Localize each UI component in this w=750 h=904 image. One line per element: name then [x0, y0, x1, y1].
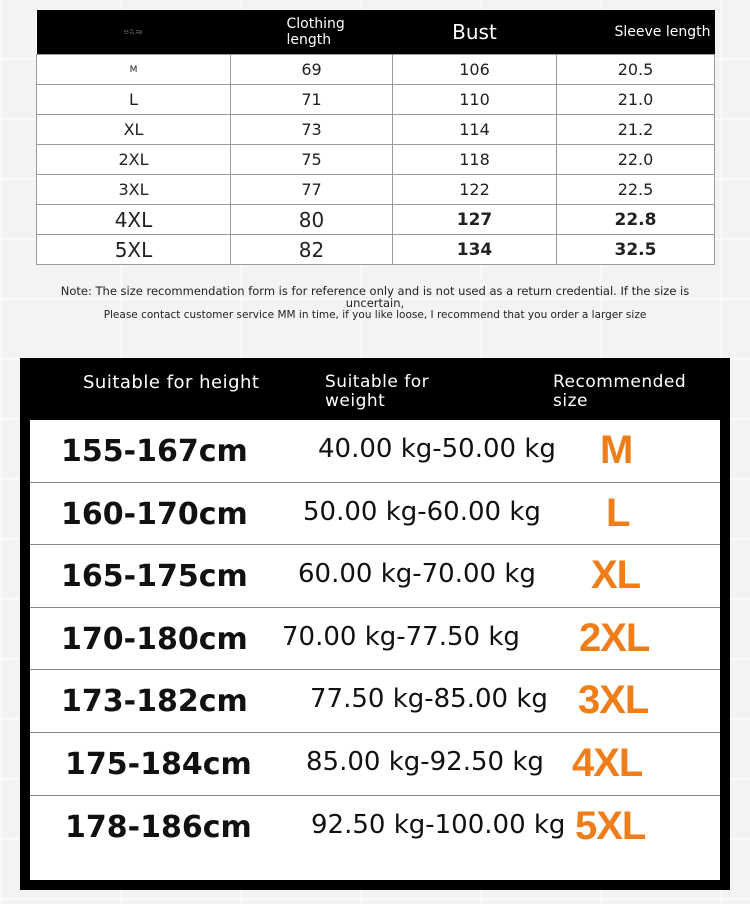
height-range: 173-182cm: [61, 684, 248, 720]
size-cell: 2XL: [37, 145, 231, 175]
note-line-1: Note: The size recommendation form is for reference only and is not used as a return credential. If the size is uncertain,: [60, 284, 690, 310]
table-row: [37, 85, 715, 115]
size-cell: 3XL: [37, 175, 231, 205]
sleeve-cell: 22.5: [557, 175, 715, 205]
size-cell: 5XL: [37, 235, 231, 265]
length-cell: 71: [231, 85, 393, 115]
bust-cell: 118: [393, 145, 557, 175]
list-item: [30, 545, 720, 608]
recommended-size: 3XL: [578, 678, 649, 723]
recommended-size: 5XL: [575, 803, 646, 848]
size-cell: XL: [37, 115, 231, 145]
list-item: [30, 670, 720, 733]
bust-cell: 114: [393, 115, 557, 145]
recommended-size: XL: [591, 553, 641, 598]
height-range: 170-180cm: [61, 621, 248, 657]
bust-cell: 106: [393, 55, 557, 85]
header-sleeve-length: Sleeve length: [557, 10, 715, 55]
header-bust: Bust: [393, 10, 557, 55]
sleeve-cell: 32.5: [557, 235, 715, 265]
list-item: [30, 796, 720, 859]
list-item: [30, 420, 720, 483]
weight-range: 70.00 kg-77.50 kg: [282, 621, 520, 652]
length-cell: 82: [231, 235, 393, 265]
bust-cell: 122: [393, 175, 557, 205]
length-cell: 77: [231, 175, 393, 205]
weight-range: 60.00 kg-70.00 kg: [298, 559, 536, 590]
table-row: [37, 175, 715, 205]
recommended-size: L: [606, 490, 630, 535]
bust-cell: 110: [393, 85, 557, 115]
table-row: [37, 205, 715, 235]
list-item: [30, 483, 720, 546]
height-range: 155-167cm: [61, 434, 248, 469]
note-line-2: Please contact customer service MM in time, if you like loose, I recommend that you order a larger size: [103, 309, 647, 321]
height-range: 178-186cm: [65, 809, 252, 845]
sleeve-cell: 22.8: [557, 205, 715, 235]
header-height: Suitable for height: [83, 372, 260, 393]
recommended-size: 2XL: [579, 615, 650, 660]
weight-range: 40.00 kg-50.00 kg: [318, 434, 556, 464]
size-cell: 4XL: [37, 205, 231, 235]
length-cell: 75: [231, 145, 393, 175]
table-row: [37, 145, 715, 175]
size-chart-header-row: [37, 10, 715, 55]
weight-range: 50.00 kg-60.00 kg: [303, 496, 541, 527]
weight-range: 92.50 kg-100.00 kg: [311, 809, 566, 840]
length-cell: 80: [231, 205, 393, 235]
recommendation-table: [20, 358, 730, 890]
header-recommended-size: Recommended size: [553, 372, 687, 411]
height-range: 175-184cm: [65, 746, 252, 782]
size-cell: M: [37, 55, 231, 85]
sleeve-cell: 22.0: [557, 145, 715, 175]
table-row: [37, 115, 715, 145]
weight-range: 85.00 kg-92.50 kg: [306, 746, 544, 777]
list-item: [30, 733, 720, 796]
sleeve-cell: 20.5: [557, 55, 715, 85]
recommendation-header: [20, 358, 730, 420]
header-weight: Suitable for weight: [325, 372, 430, 411]
height-range: 160-170cm: [61, 496, 248, 532]
table-row: [37, 235, 715, 265]
recommended-size: 4XL: [572, 740, 643, 785]
size-cell: L: [37, 85, 231, 115]
recommendation-rows: [30, 420, 720, 880]
sleeve-cell: 21.0: [557, 85, 715, 115]
weight-range: 77.50 kg-85.00 kg: [310, 684, 548, 715]
header-clothing-length: Clothing length: [231, 10, 393, 55]
length-cell: 73: [231, 115, 393, 145]
size-chart-table: [36, 10, 715, 265]
recommended-size: M: [600, 428, 633, 472]
table-row: [37, 55, 715, 85]
length-cell: 69: [231, 55, 393, 85]
bust-cell: 127: [393, 205, 557, 235]
height-range: 165-175cm: [61, 559, 248, 595]
bust-cell: 134: [393, 235, 557, 265]
sleeve-cell: 21.2: [557, 115, 715, 145]
brand-logo: ಅನಿಸಾ: [37, 10, 231, 55]
size-note: [30, 285, 720, 321]
list-item: [30, 608, 720, 671]
